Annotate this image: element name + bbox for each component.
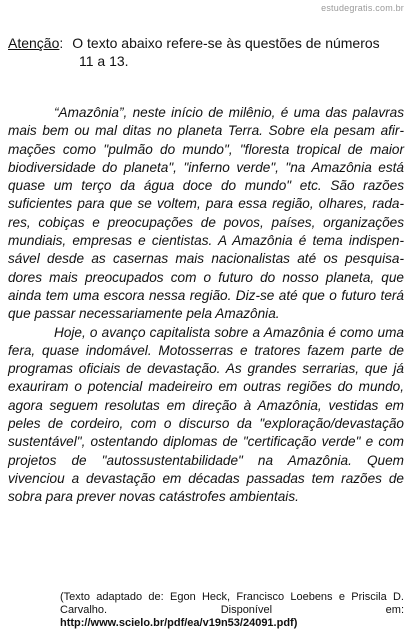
attention-colon: : [59,35,64,51]
citation-close: ) [293,617,298,629]
attention-question-range: 11 a 13. [79,53,129,69]
attention-label: Atenção [8,35,60,51]
article-paragraph-1: “Amazônia”, neste início de milênio, é uma das palavras mais bem ou mal ditas no planeta Terra. Sobre ela pesam afirmações como "pulmão do mundo", "floresta tropical de maior biodiversidade do planeta", "inferno verde", "na Amazônia está quase um terço da água doce do mundo" etc. São razões suficientes para que se voltem, para essa região, olhares, radares, cobiças e preocupações de povos, países, organizações mundiais, empresas e cientistas. A Amazônia é tema indispensável desde as casernas mais nacionalistas até os pesquisadores mais preocupados com o futuro do nosso planeta, que ainda tem uma escora nessa região. Diz-se até que o futuro terá que passar necessariamente pela Amazônia. [8,105,404,322]
article-body [8,104,404,507]
article-paragraph-2: Hoje, o avanço capitalista sobre a Amazônia é como uma fera, quase indomável. Motosserras e tratores fazem parte de programas oficiais de devastação. As grandes serrarias, que já exauriram o potencial madeireiro em outras regiões do mundo, agora seguem resolutas em direção à Amazônia, vestidas em peles de cordeiro, com o discurso da "exploração/devastação sustentável", ostentando diplomas de "certificação verde" e com projetos de "autossustentabilidade" na Amazônia. Quem vivenciou a devastação em décadas passadas tem razões de sobra para prever novas catástrofes ambientais. [8,324,404,505]
source-citation [60,591,404,630]
site-watermark: estudegratis.com.br [321,3,404,13]
attention-text: O texto abaixo refere-se às questões de números [72,35,380,51]
attention-line-1 [8,34,404,52]
citation-text: (Texto adaptado de: Egon Heck, Francisco Loebens e Priscila D. Carvalho. Disponível em: [60,591,404,616]
citation-url: http://www.scielo.br/pdf/ea/v19n53/24091.pdf [60,617,294,629]
attention-notice [8,34,404,70]
